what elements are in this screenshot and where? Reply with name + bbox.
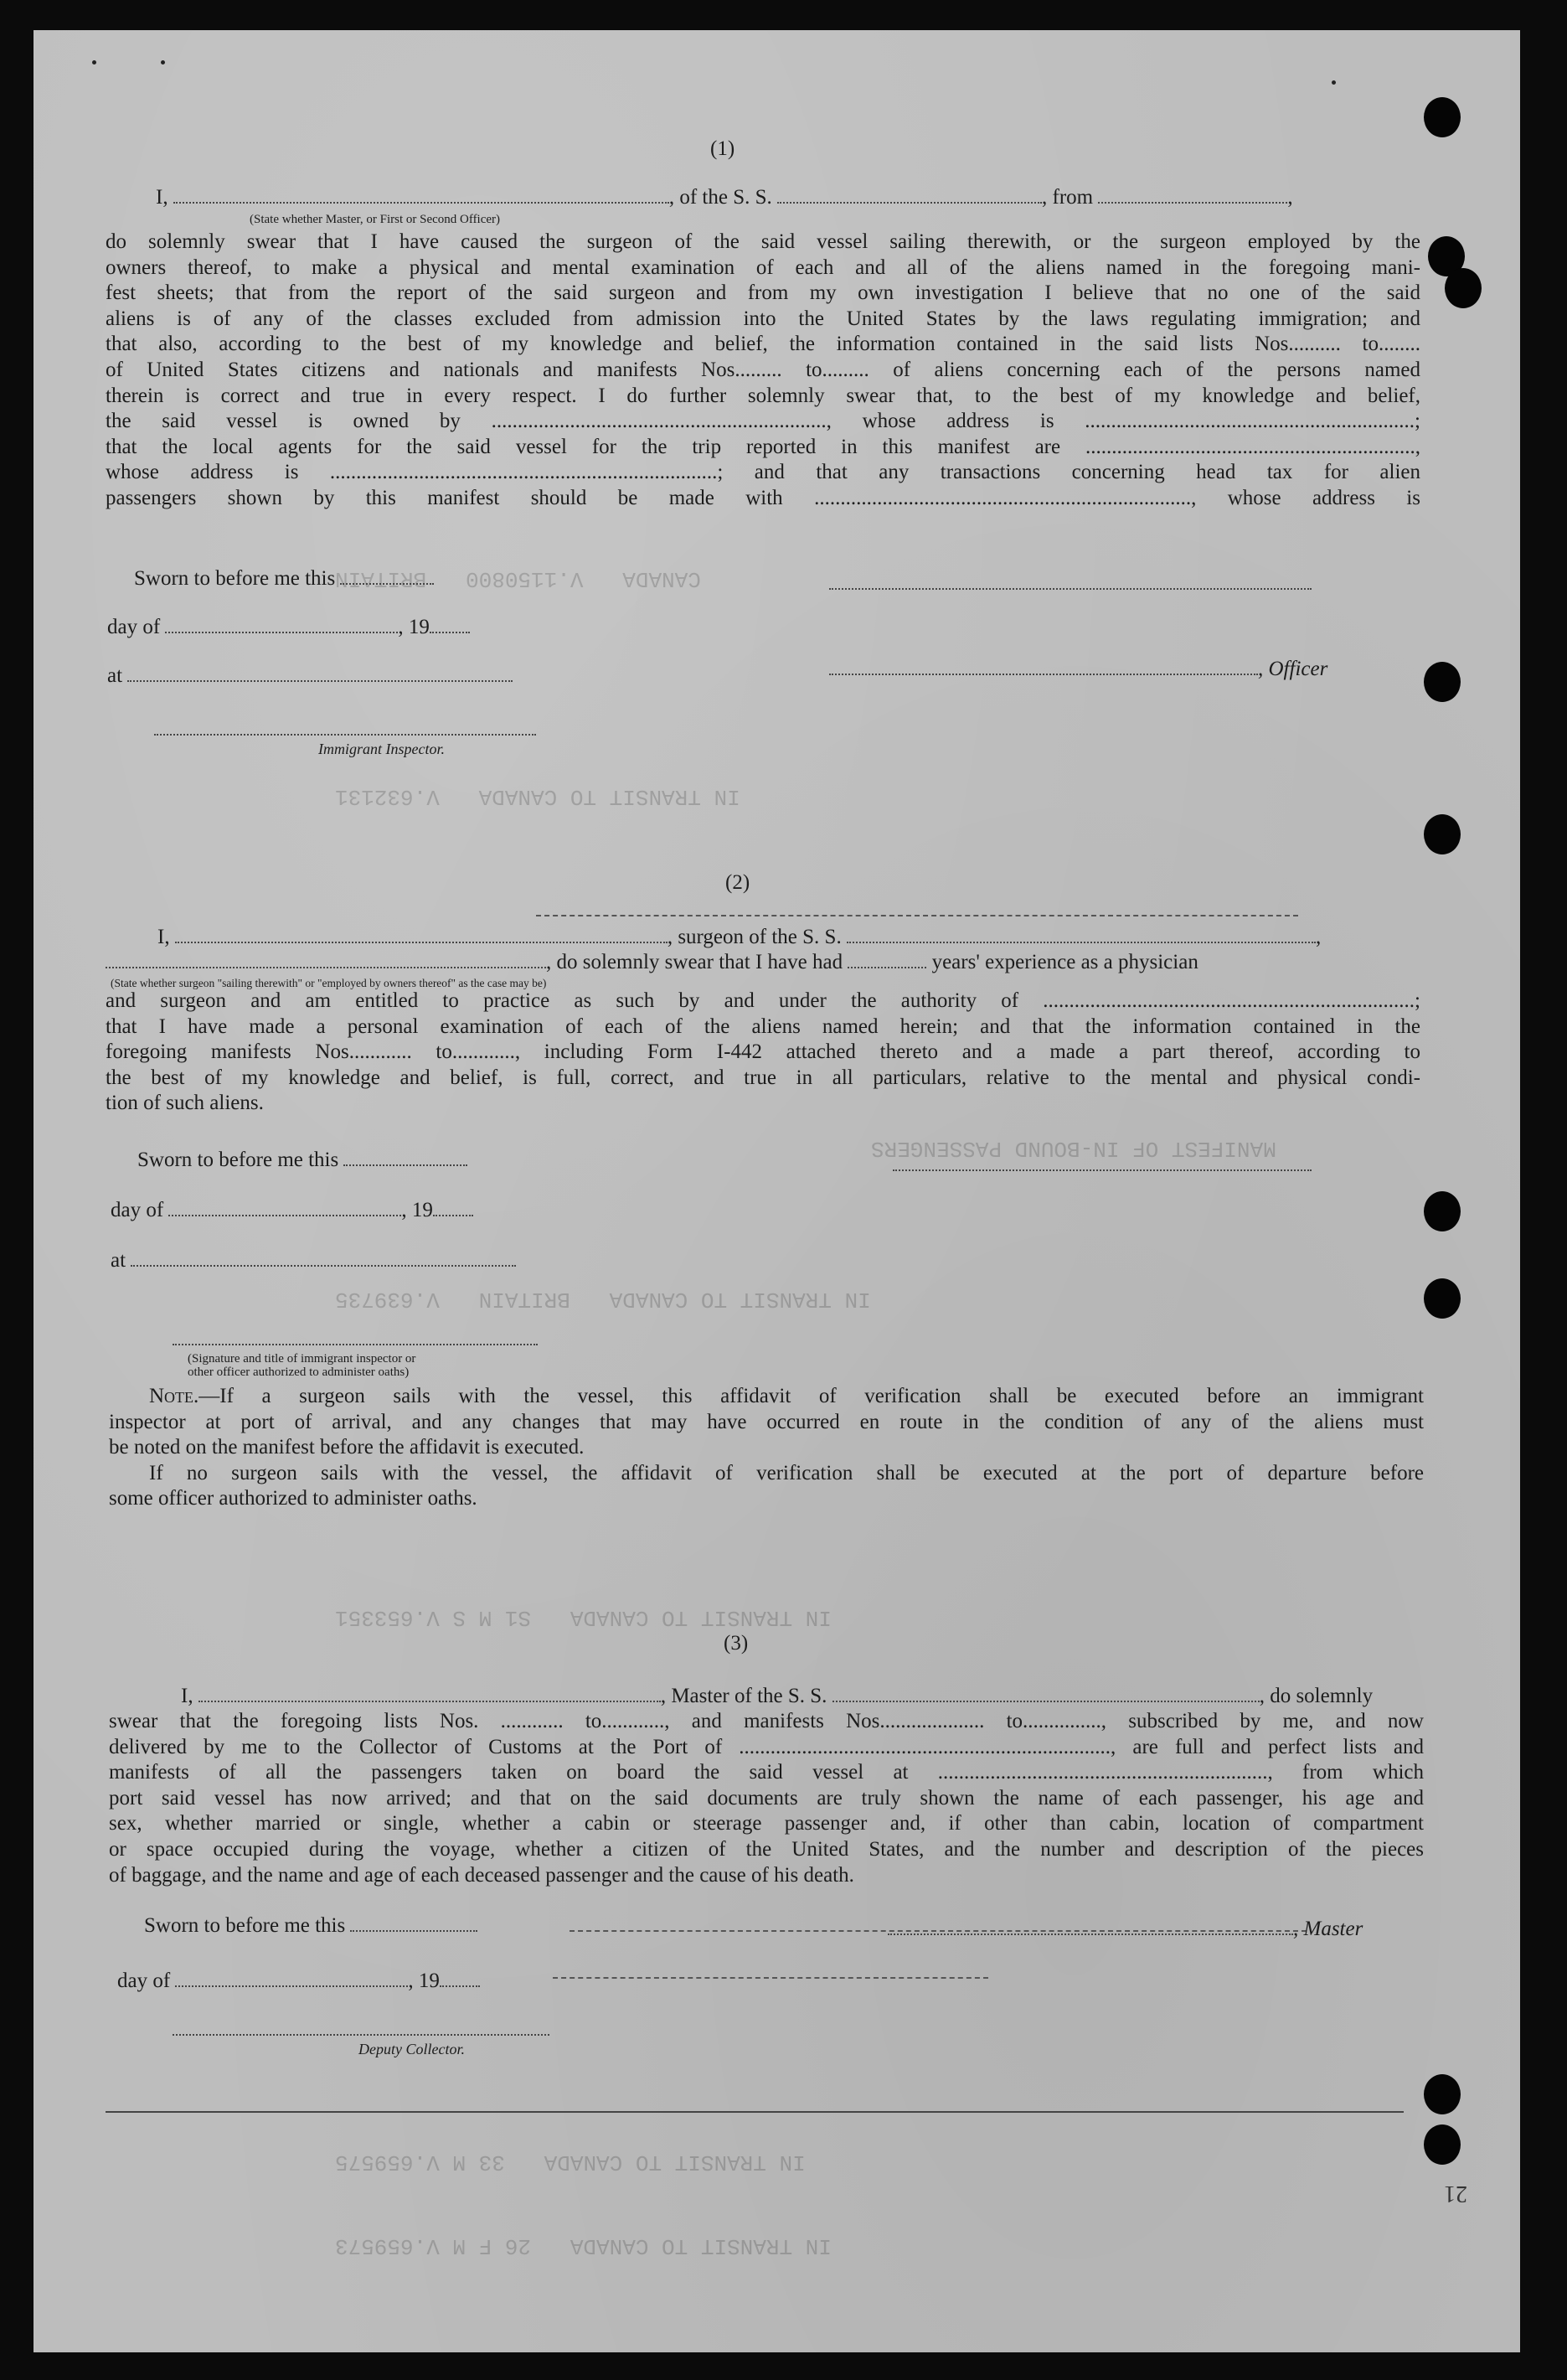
- section-3-collector-caption: Deputy Collector.: [358, 2041, 465, 2057]
- section-2-at: at: [111, 1248, 516, 1273]
- typed-dash-line: [553, 1977, 988, 1979]
- section-2-day-of: day of , 19: [111, 1198, 473, 1223]
- oath-line: manifests of all the passengers taken on board the said vessel at ..............................................................., from which: [109, 1761, 1424, 1784]
- section-1-inspector-signature-line: [154, 734, 536, 736]
- section-3-collector-signature-line: [173, 2034, 549, 2036]
- from-label: , from: [1042, 186, 1094, 209]
- section-2-sworn: Sworn to before me this: [137, 1148, 467, 1173]
- oath-line: whose address is ..........................................................................; and that any transactions concerning head tax for alien: [106, 461, 1420, 484]
- pronoun-i: I,: [156, 186, 168, 209]
- section-1-day-of: day of , 19: [107, 615, 470, 640]
- of-the-ss-label: , of the S. S.: [668, 186, 772, 209]
- section-2-number: (2): [725, 871, 750, 894]
- bleed-through-text: IN TRANSIT TO CANADA S1 M S V.653351: [335, 1605, 832, 1630]
- punch-hole: [1424, 2124, 1461, 2165]
- section-1-oath-paragraph: [106, 230, 1420, 512]
- punch-hole: [1424, 2074, 1461, 2114]
- note-line: Note.—If a surgeon sails with the vessel, this affidavit of verification shall be executed before an immigrant: [149, 1385, 1424, 1407]
- punch-hole: [1424, 814, 1461, 854]
- oath-line: of United States citizens and nationals and manifests Nos......... to......... of aliens concerning each of the persons named: [106, 358, 1420, 381]
- bottom-rule: [106, 2111, 1404, 2113]
- note-line: inspector at port of arrival, and any changes that may have occurred en route in the condition of any of the aliens must: [109, 1410, 1424, 1433]
- section-1-at: at: [107, 663, 513, 689]
- bleed-through-text: IN TRANSIT TO CANADA V.632131: [335, 784, 740, 809]
- section-2-signature-line: [893, 1169, 1312, 1171]
- bleed-through-text: IN TRANSIT TO CANADA 26 F M V.659573: [335, 2233, 832, 2259]
- section-1-line-1: I, , of the S. S. , from ,: [156, 186, 1293, 209]
- oath-line: passengers shown by this manifest should be made with ........................................................................, whose address is: [106, 486, 1420, 509]
- oath-line: tion of such aliens.: [106, 1092, 264, 1115]
- speck: [1332, 80, 1336, 85]
- section-3-oath-paragraph: [109, 1709, 1424, 1888]
- oath-line: therein is correct and true in every respect. I do further solemnly swear that, to the best of my knowledge and belief,: [106, 384, 1420, 407]
- section-3-number: (3): [724, 1632, 749, 1655]
- note-label: Note.: [149, 1385, 199, 1407]
- section-3-master: , Master: [888, 1917, 1363, 1942]
- oath-line: or space occupied during the voyage, whether a citizen of the United States, and the number and description of the pieces: [109, 1837, 1424, 1861]
- section-1-inspector-caption: Immigrant Inspector.: [318, 741, 445, 757]
- section-2-signature-caption-1: (Signature and title of immigrant inspector or: [188, 1352, 416, 1366]
- oath-line: do solemnly swear that I have caused the surgeon of the said vessel sailing therewith, or the surgeon employed by the: [106, 230, 1420, 253]
- typed-dash-line: [536, 915, 1298, 916]
- oath-line: that also, according to the best of my knowledge and belief, the information contained in the said lists Nos.......... to........: [106, 333, 1420, 356]
- section-2-caption: (State whether surgeon "sailing therewith" or "employed by owners thereof" as the case may be): [111, 977, 547, 989]
- oath-line: the best of my knowledge and belief, is full, correct, and true in all particulars, relative to the mental and physical condi-: [106, 1066, 1420, 1089]
- oath-line: port said vessel has now arrived; and that on the said documents are truly shown the name of each passenger, his age and: [109, 1786, 1424, 1810]
- section-2-signature-caption-2: other officer authorized to administer oaths): [188, 1366, 410, 1379]
- section-3-line-1: I, , Master of the S. S. , do solemnly: [181, 1685, 1374, 1707]
- bleed-through-text: IN TRANSIT TO CANADA 33 M V.659575: [335, 2150, 806, 2175]
- section-3-day-of: day of , 19: [117, 1969, 480, 1994]
- margin-page-number: 21: [1444, 2181, 1467, 2207]
- punch-hole: [1424, 662, 1461, 702]
- section-2-inspector-signature-line: [173, 1344, 538, 1345]
- section-1-caption: (State whether Master, or First or Second Officer): [250, 213, 501, 226]
- oath-line: the said vessel is owned by ................................................................, whose address is ...............................................................;: [106, 410, 1420, 433]
- punch-hole: [1424, 1278, 1461, 1319]
- section-1-officer-signature-line: [829, 588, 1312, 590]
- oath-line: fest sheets; that from the report of the said surgeon and from my own investigation I believe that no one of the said: [106, 281, 1420, 305]
- oath-line: and surgeon and am entitled to practice as such by and under the authority of .......................................................................;: [106, 989, 1420, 1012]
- oath-line: delivered by me to the Collector of Customs at the Port of ......................................................................., are full and perfect lists and: [109, 1735, 1424, 1758]
- oath-line: that the local agents for the said vessel for the trip reported in this manifest are ...............................................................,: [106, 435, 1420, 458]
- manifest-page: [34, 30, 1520, 2352]
- note-paragraph: [109, 1384, 1424, 1512]
- note-line: If no surgeon sails with the vessel, the affidavit of verification shall be executed at the port of departure before: [149, 1461, 1424, 1484]
- section-3-sworn: Sworn to before me this: [144, 1913, 477, 1939]
- bleed-through-text: MANIFEST OF IN-BOUND PASSENGERS: [871, 1136, 1276, 1161]
- bleed-through-text: CANADA V.1150800 BRITAIN: [335, 566, 701, 591]
- note-line: some officer authorized to administer oaths.: [109, 1487, 477, 1510]
- section-2-line-1: I, , surgeon of the S. S. ,: [157, 926, 1322, 948]
- bleed-through-text: IN TRANSIT TO CANADA BRITAIN V.639735: [335, 1287, 871, 1312]
- oath-line: foregoing manifests Nos............ to............, including Form I-442 attached thereto and a made a part thereof, according to: [106, 1040, 1420, 1064]
- section-2-line-2: , do solemnly swear that I have had years' experience as a physician: [106, 950, 1198, 975]
- oath-line: sex, whether married or single, whether a cabin or steerage passenger and, if other than cabin, location of compartment: [109, 1812, 1424, 1835]
- punch-hole: [1424, 1191, 1461, 1231]
- oath-line: aliens is of any of the classes excluded from admission into the United States by the laws regulating immigration; and: [106, 307, 1420, 330]
- section-1-officer: , Officer: [829, 657, 1327, 682]
- punch-hole: [1424, 97, 1461, 137]
- speck: [92, 60, 96, 65]
- oath-line: that I have made a personal examination of each of the aliens named herein; and that the information contained in the: [106, 1014, 1420, 1038]
- note-line: be noted on the manifest before the affidavit is executed.: [109, 1436, 585, 1459]
- section-1-sworn: Sworn to before me this: [134, 566, 434, 591]
- oath-line: owners thereof, to make a physical and mental examination of each and all of the aliens named in the foregoing mani-: [106, 256, 1420, 279]
- punch-hole: [1445, 268, 1482, 308]
- section-1-number: (1): [710, 137, 735, 160]
- oath-line: swear that the foregoing lists Nos. ............ to............, and manifests Nos.................... to..............., subscribed by me, and now: [109, 1710, 1424, 1732]
- section-2-oath-paragraph: [106, 989, 1420, 1117]
- oath-line: of baggage, and the name and age of each deceased passenger and the cause of his death.: [109, 1863, 854, 1887]
- master-of-ss-label: , Master of the S. S.: [660, 1685, 827, 1707]
- speck: [161, 60, 165, 65]
- surgeon-of-ss-label: , surgeon of the S. S.: [667, 926, 842, 948]
